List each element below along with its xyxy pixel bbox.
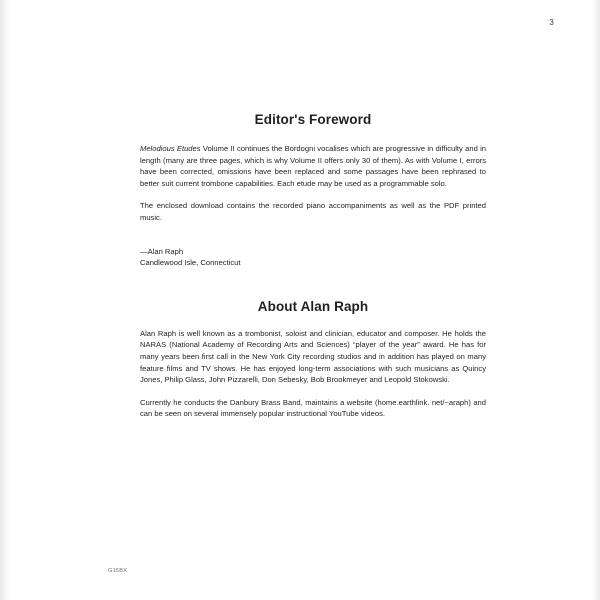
editor-signature (140, 246, 486, 269)
foreword-paragraph-1-rest: Volume II continues the Bordogni vocalises which are progressive in difficulty and in length (many are three pages, which is why Volume II offers only 30 of them). As with Volume I, errors have been corrected, omissions have been replaced and some passages have been rephrased to better suit current trombone capabilities. Each etude may be used as a programmable solo. (140, 144, 486, 188)
about-paragraph-1: Alan Raph is well known as a trombonist, soloist and clinician, educator and composer. He holds the NARAS (National Academy of Recording Arts and Sciences) “player of the year” award. He has for many years been first call in the New York City recording studios and in addition has played on many feature films and TV shows. He has enjoyed long-term associations with such musicians as Quincy Jones, Philip Glass, John Pizzarelli, Don Sebesky, Bob Brookmeyer and Leopold Stokowski. (140, 328, 486, 385)
page-number: 3 (549, 18, 554, 27)
about-paragraph-2: Currently he conducts the Danbury Brass Band, maintains a website (home.earthlink. net/~araph) and can be seen on several immensely popular instructional YouTube videos. (140, 397, 486, 419)
foreword-paragraph-1 (140, 143, 486, 189)
signature-name: —Alan Raph (140, 246, 184, 256)
footer-catalog-code: G15BX (108, 568, 128, 574)
signature-location: Candlewood Isle, Connecticut (140, 258, 241, 268)
page-content (140, 112, 486, 431)
foreword-paragraph-2: The enclosed download contains the recorded piano accompaniments as well as the PDF printed music. (140, 201, 486, 222)
foreword-italic-lead: Melodious Etudes (140, 144, 201, 153)
foreword-heading: Editor's Foreword (254, 112, 372, 127)
about-heading: About Alan Raph (257, 298, 369, 314)
